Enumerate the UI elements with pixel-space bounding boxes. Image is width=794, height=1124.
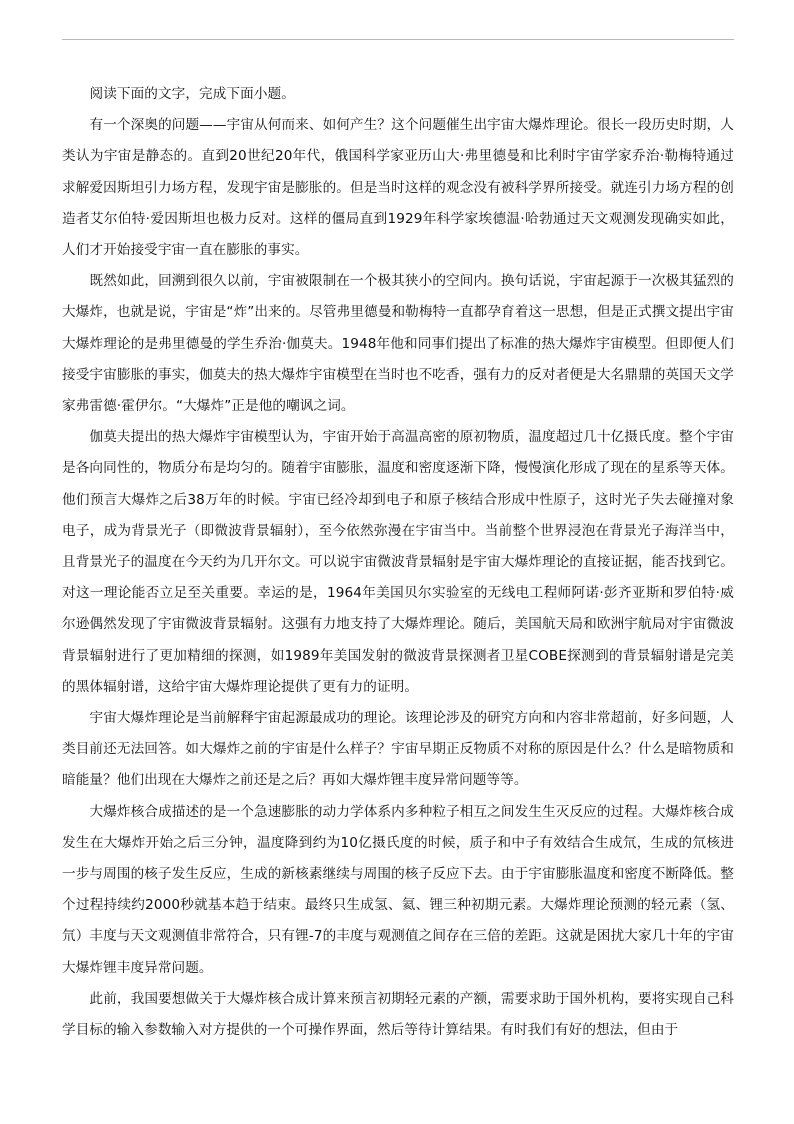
header-divider [62, 39, 734, 40]
passage-paragraph: 此前，我国要想做关于大爆炸核合成计算来预言初期轻元素的产额，需要求助于国外机构，要将实现自己科学目标的输入参数输入对方提供的一个可操作界面，然后等待计算结果。有时我们有好的想法，但由于 [62, 990, 734, 1039]
passage-paragraph: 宇宙大爆炸理论是当前解释宇宙起源最成功的理论。该理论涉及的研究方向和内容非常超前，好多问题，人类目前还无法回答。如大爆炸之前的宇宙是什么样子？宇宙早期正反物质不对称的原因是什么？什么是暗物质和暗能量？他们出现在大爆炸之前还是之后？再如大爆炸锂丰度异常问题等等。 [62, 710, 734, 789]
passage-paragraph: 伽莫夫提出的热大爆炸宇宙模型认为，宇宙开始于高温高密的原初物质，温度超过几十亿摄氏度。整个宇宙是各向同性的，物质分布是均匀的。随着宇宙膨胀，温度和密度逐渐下降，慢慢演化形成了现在的星系等天体。他们预言大爆炸之后38万年的时候。宇宙已经冷却到电子和原子核结合形成中性原子，这时光子失去碰撞对象电子，成为背景光子（即微波背景辐射），至今依然弥漫在宇宙当中。当前整个世界浸泡在背景光子海洋当中，且背景光子的温度在今天约为几开尔文。可以说宇宙微波背景辐射是宇宙大爆炸理论的直接证据，能否找到它。对这一理论能否立足至关重要。幸运的是，1964年美国贝尔实验室的无线电工程师阿诺·彭齐亚斯和罗伯特·威尔逊偶然发现了宇宙微波背景辐射。这强有力地支持了大爆炸理论。随后，美国航天局和欧洲宇航局对宇宙微波背景辐射进行了更加精细的探测，如1989年美国发射的微波背景探测者卫星COBE探测到的背景辐射谱是完美的黑体辐射谱，这给宇宙大爆炸理论提供了更有力的证明。 [62, 429, 734, 695]
passage-paragraph: 大爆炸核合成描述的是一个急速膨胀的动力学体系内多种粒子相互之间发生生灭反应的过程。大爆炸核合成发生在大爆炸开始之后三分钟，温度降到约为10亿摄氏度的时候，质子和中子有效结合生成氘，生成的氘核进一步与周围的核子发生反应，生成的新核素继续与周围的核子反应下去。由于宇宙膨胀温度和密度不断降低。整个过程持续约2000秒就基本趋于结束。最终只生成氢、氦、锂三种初期元素。大爆炸理论预测的轻元素（氢、氘）丰度与天文观测值非常符合，只有锂-7的丰度与观测值之间存在三倍的差距。这就是困扰大家几十年的宇宙大爆炸锂丰度异常问题。 [62, 803, 734, 976]
passage-paragraph: 既然如此，回溯到很久以前，宇宙被限制在一个极其狭小的空间内。换句话说，宇宙起源于一次极其猛烈的大爆炸，也就是说，宇宙是“炸”出来的。尽管弗里德曼和勒梅特一直都孕育着这一思想，但是正式撰文提出宇宙大爆炸理论的是弗里德曼的学生乔治·伽莫夫。1948年他和同事们提出了标准的热大爆炸宇宙模型。但即便人们接受宇宙膨胀的事实，伽莫夫的热大爆炸宇宙模型在当时也不吃香，强有力的反对者便是大名鼎鼎的英国天文学家弗雷德·霍伊尔。“大爆炸”正是他的嘲讽之词。 [62, 273, 734, 415]
passage-instruction: 阅读下面的文字，完成下面小题。 [89, 86, 295, 102]
reading-passage [62, 79, 734, 1046]
passage-paragraph: 有一个深奥的问题——宇宙从何而来、如何产生？这个问题催生出宇宙大爆炸理论。很长一段历史时期，人类认为宇宙是静态的。直到20世纪20年代，俄国科学家亚历山大·弗里德曼和比利时宇宙学家乔治·勒梅特通过求解爱因斯坦引力场方程，发现宇宙是膨胀的。但是当时这样的观念没有被科学界所接受。就连引力场方程的创造者艾尔伯特·爱因斯坦也极力反对。这样的僵局直到1929年科学家埃德温·哈勃通过天文观测发现确实如此，人们才开始接受宇宙一直在膨胀的事实。 [62, 117, 734, 259]
